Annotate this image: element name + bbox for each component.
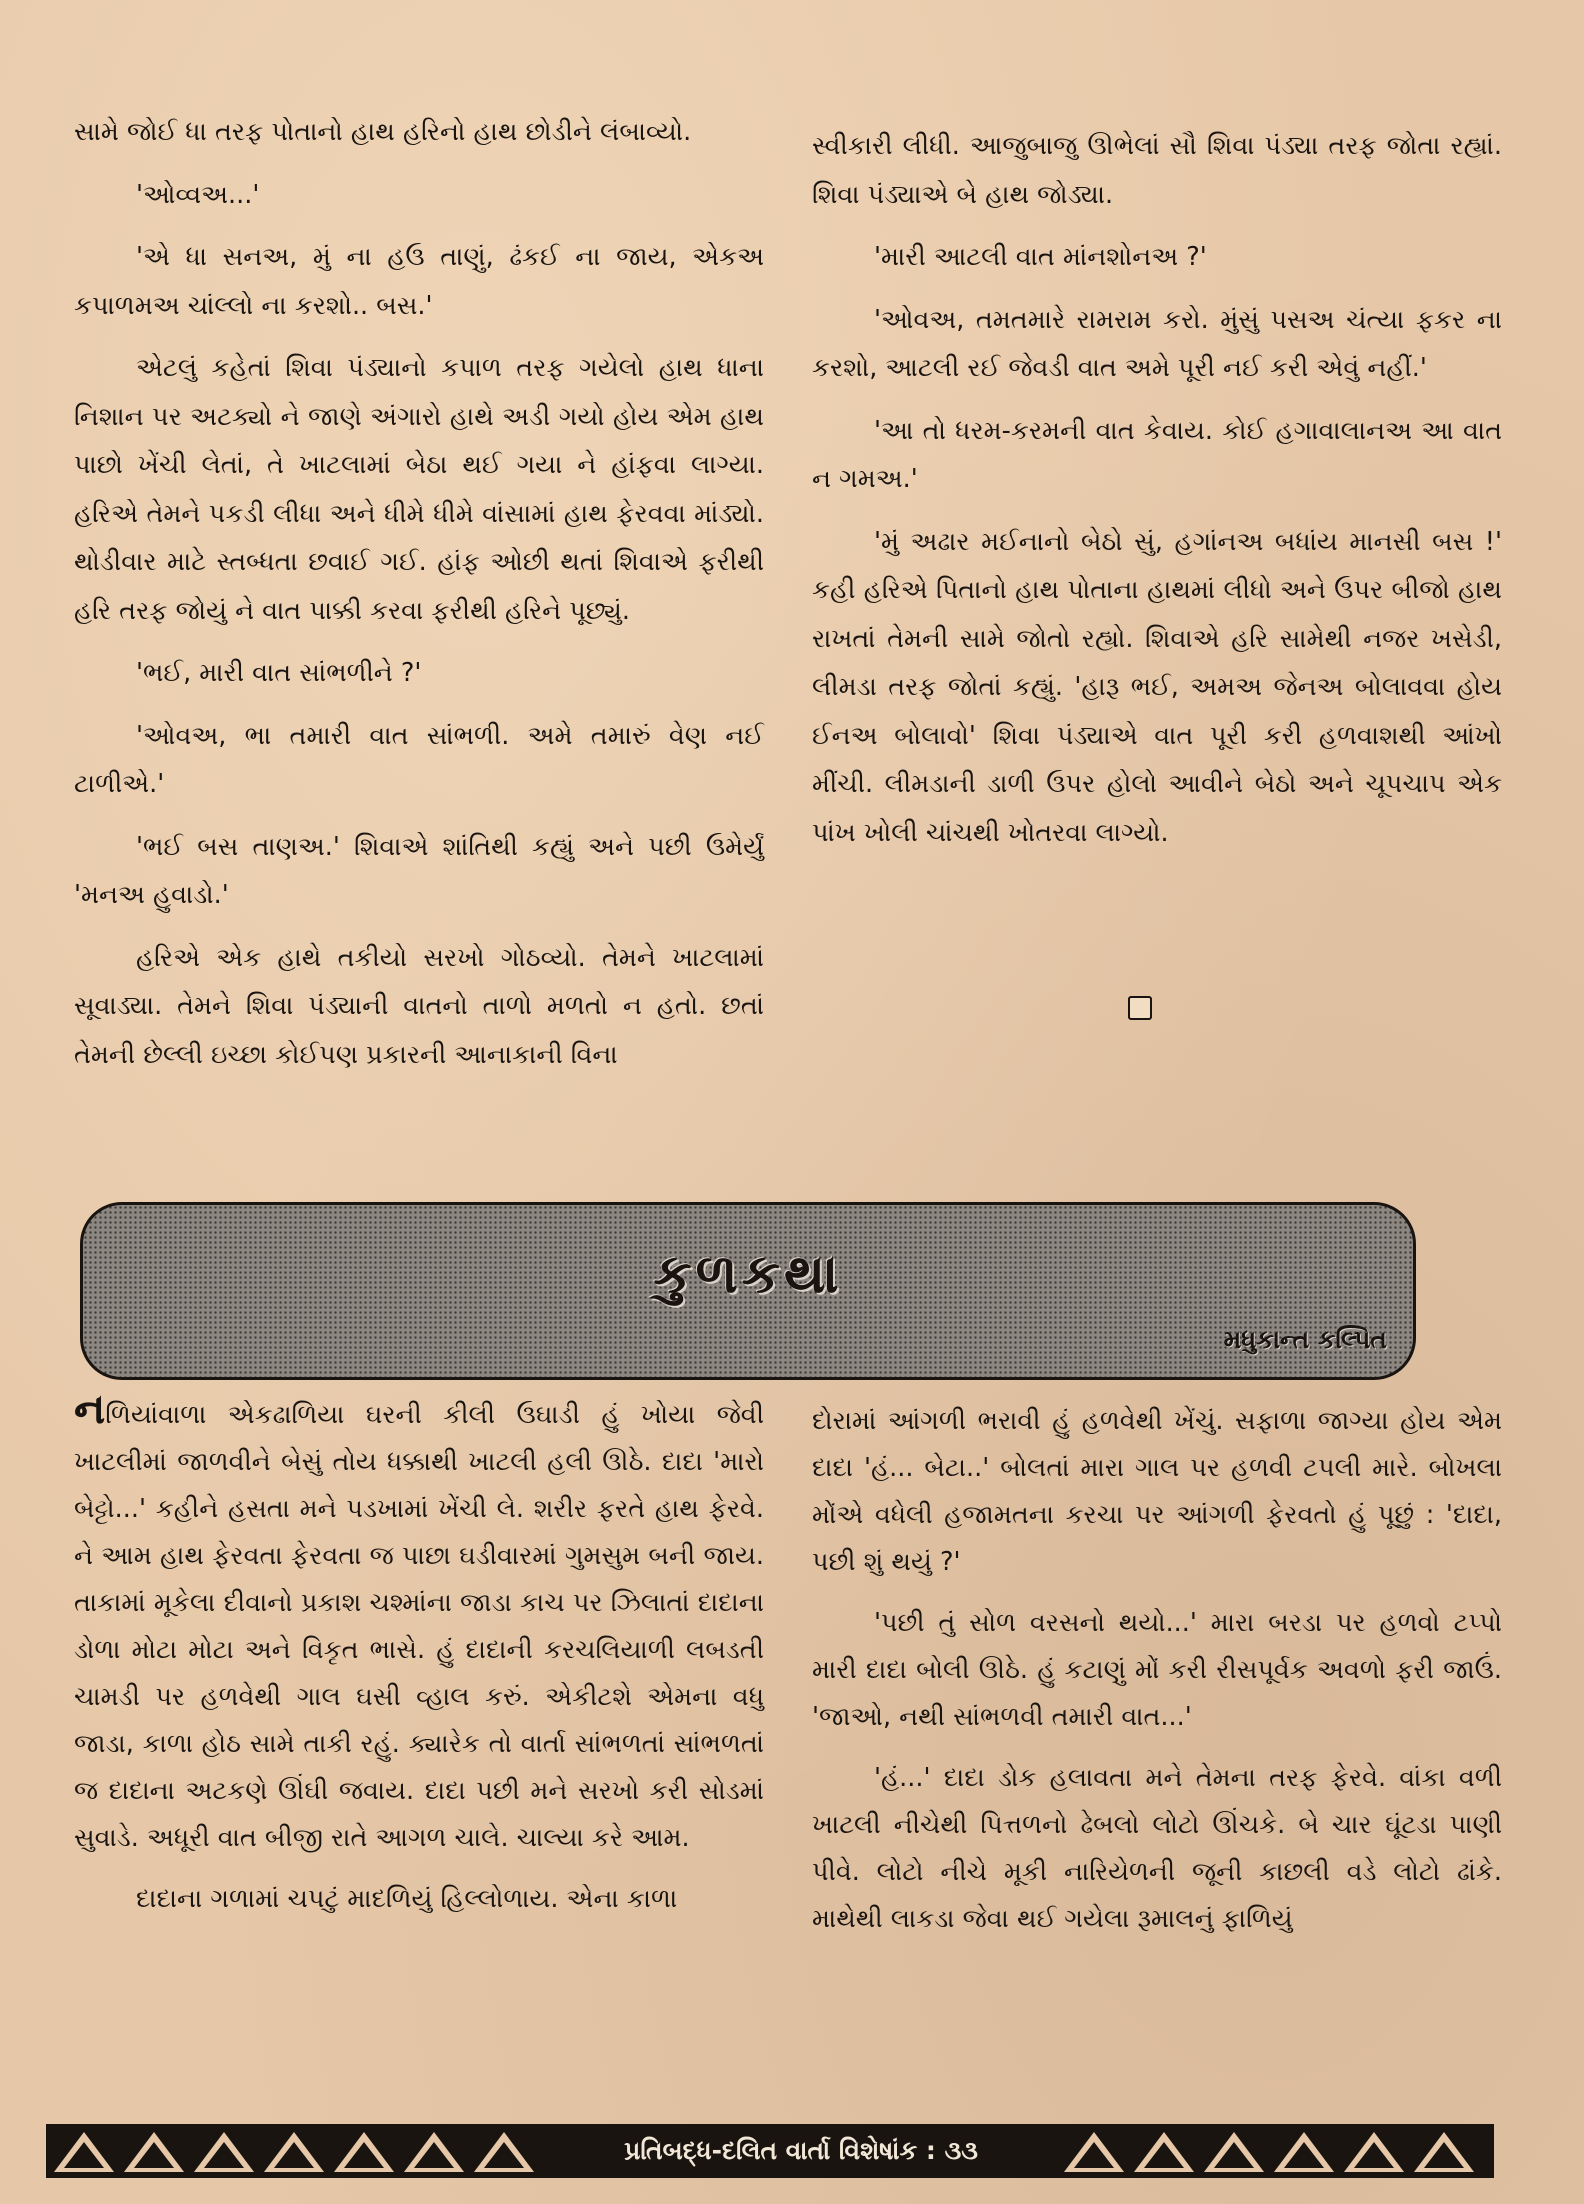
footer-label: પ્રતિબદ્ધ-દલિત વાર્તા વિશેષાંક : ૩૩ [551,2128,1051,2174]
paragraph: 'મું અઢાર મઈનાનો બેઠો સું, હગાંનઅ બધાંય માનસી બસ !' કહી હરિએ પિતાનો હાથ પોતાના હાથમાં લીધો અને ઉપર બીજો હાથ રાખતાં તેમની સામે જોતો રહ્યો. શિવાએ હરિ સામેથી નજર ખસેડી, લીમડા તરફ જોતાં કહ્યું. 'હારૂ ભઈ, અમઅ જેનઅ બોલાવવા હોય ઈનઅ બોલાવો' શિવા પંડ્યાએ વાત પૂરી કરી હળવાશથી આંખો મીંચી. લીમડાની ડાળી ઉપર હોલો આવીને બેઠો અને ચૂપચાપ એક પાંખ ખોલી ચાંચથી ખોતરવા લાગ્યો. [812,526,1502,848]
paragraph: એટલું કહેતાં શિવા પંડ્યાનો કપાળ તરફ ગયેલો હાથ ધાના નિશાન પર અટક્યો ને જાણે અંગારો હાથે અડી ગયો હોય એમ હાથ પાછો ખેંચી લેતાં, તે ખાટલામાં બેઠા થઈ ગયા ને હાંફવા લાગ્યા. હરિએ તેમને પકડી લીધા અને ધીમે ધીમે વાંસામાં હાથ ફેરવવા માંડ્યો. થોડીવાર માટે સ્તબ્ધતા છવાઈ ગઈ. હાંફ ઓછી થતાં શિવાએ ફરીથી હરિ તરફ જોયું ને વાત પાક્કી કરવા ફરીથી હરિને પૂછ્યું. [74,353,764,626]
paragraph: 'ઓવ્વઅ...' [136,179,260,210]
story-author: મધુકાન્ત કલ્પિત [1223,1325,1387,1354]
continued-story-left-column [74,108,764,1093]
page-footer [46,2120,1494,2182]
story-end-mark [1128,996,1152,1020]
paragraph: 'મારી આટલી વાત માંનશોનઅ ?' [874,242,1207,272]
story-title-banner [80,1202,1416,1380]
story-title: કુળકથા [653,1241,843,1305]
drop-cap: ન [74,1384,106,1433]
paragraph: હરિએ એક હાથે તકીયો સરખો ગોઠવ્યો. તેમને ખાટલામાં સૂવાડ્યા. તેમને શિવા પંડ્યાની વાતનો તાળો મળતો ન હતો. છતાં તેમની છેલ્લી ઇચ્છા કોઈપણ પ્રકારની આનાકાની વિના [74,942,764,1070]
first-paragraph [74,1384,764,1862]
paragraph: દોરામાં આંગળી ભરાવી હું હળવેથી ખેંચું. સફાળા જાગ્યા હોય એમ દાદા 'હં... બેટા..' બોલતાં મારા ગાલ પર હળવી ટપલી મારે. બોખલા મોંએ વધેલી હજામતના કરચા પર આંગળી ફેરવતો હું પૂછું : 'દાદા, પછી શું થયું ?' [812,1406,1502,1577]
paragraph: 'આ તો ધરમ-કરમની વાત કેવાય. કોઈ હગાવાલાનઅ આ વાત ન ગમઅ.' [812,415,1502,494]
paragraph: 'ભઈ બસ તાણઅ.' શિવાએ શાંતિથી કહ્યું અને પછી ઉમેર્યું 'મનઅ હુવાડો.' [74,831,764,910]
paragraph: 'ઓવઅ, ભા તમારી વાત સાંભળી. અમે તમારું વેણ નઈ ટાળીએ.' [74,720,764,799]
continued-story-right-column [812,122,1502,871]
paragraph-text: ળિયાંવાળા એકઢાળિયા ઘરની કીલી ઉઘાડી હું ખોયા જેવી ખાટલીમાં જાળવીને બેસું તોય ધક્કાથી ખાટલી હલી ઊઠે. દાદા 'મારો બેટ્ટો...' કહીને હસતા મને પડખામાં ખેંચી લે. શરીર ફરતે હાથ ફેરવે. ને આમ હાથ ફેરવતા ફેરવતા જ પાછા ઘડીવારમાં ગુમસુમ બની જાય. તાકામાં મૂકેલા દીવાનો પ્રકાશ ચશ્માંના જાડા કાચ પર ઝિલાતાં દાદાના ડોળા મોટા મોટા અને વિકૃત ભાસે. હું દાદાની કરચલિયાળી લબડતી ચામડી પર હળવેથી ગાલ ઘસી વ્હાલ કરું. એકીટશે એમના વધુ જાડા, કાળા હોઠ સામે તાકી રહું. ક્યારેક તો વાર્તા સાંભળતાં સાંભળતાં જ દાદાના અટકણે ઊંઘી જવાય. દાદા પછી મને સરખો કરી સોડમાં સુવાડે. અધૂરી વાત બીજી રાતે આગળ ચાલે. ચાલ્યા કરે આમ. [74,1400,764,1853]
paragraph: 'ઓવઅ, તમતમારે રામરામ કરો. મુંસું પસઅ ચંત્યા ફકર ના કરશો, આટલી રઈ જેવડી વાત અમે પૂરી નઈ કરી એવું નહીં.' [812,304,1502,383]
paragraph: 'ભઈ, મારી વાત સાંભળીને ?' [136,658,422,688]
paragraph: 'હં...' દાદા ડોક હલાવતા મને તેમના તરફ ફેરવે. વાંકા વળી ખાટલી નીચેથી પિત્તળનો ઢેબલો લોટો ઊંચકે. બે ચાર ઘૂંટડા પાણી પીવે. લોટો નીચે મૂકી નારિયેળની જૂની કાછલી વડે લોટો ઢાંકે. માથેથી લાકડા જેવા થઈ ગયેલા રૂમાલનું ફાળિયું [812,1763,1502,1934]
new-story-right-column [812,1398,1502,1957]
new-story-left-column [74,1384,764,1937]
paragraph: સ્વીકારી લીધી. આજુબાજુ ઊભેલાં સૌ શિવા પંડ્યા તરફ જોતા રહ્યાં. શિવા પંડ્યાએ બે હાથ જોડ્યા. [812,131,1502,210]
paragraph: સામે જોઈ ધા તરફ પોતાનો હાથ હરિનો હાથ છોડીને લંબાવ્યો. [74,117,692,147]
paragraph: 'એ ધા સનઅ, મું ના હઉ તાણું, ઢંકઈ ના જાય, એકઅ કપાળમઅ ચાંલ્લો ના કરશો.. બસ.' [74,242,764,321]
paragraph: 'પછી તું સોળ વરસનો થયો...' મારા બરડા પર હળવો ટપ્પો મારી દાદા બોલી ઊઠે. હું કટાણું મોં કરી રીસપૂર્વક અવળો ફરી જાઉં. 'જાઓ, નથી સાંભળવી તમારી વાત...' [812,1608,1502,1732]
paragraph: દાદાના ગળામાં ચપટું માદળિયું હિલ્લોળાય. એના કાળા [136,1884,678,1914]
